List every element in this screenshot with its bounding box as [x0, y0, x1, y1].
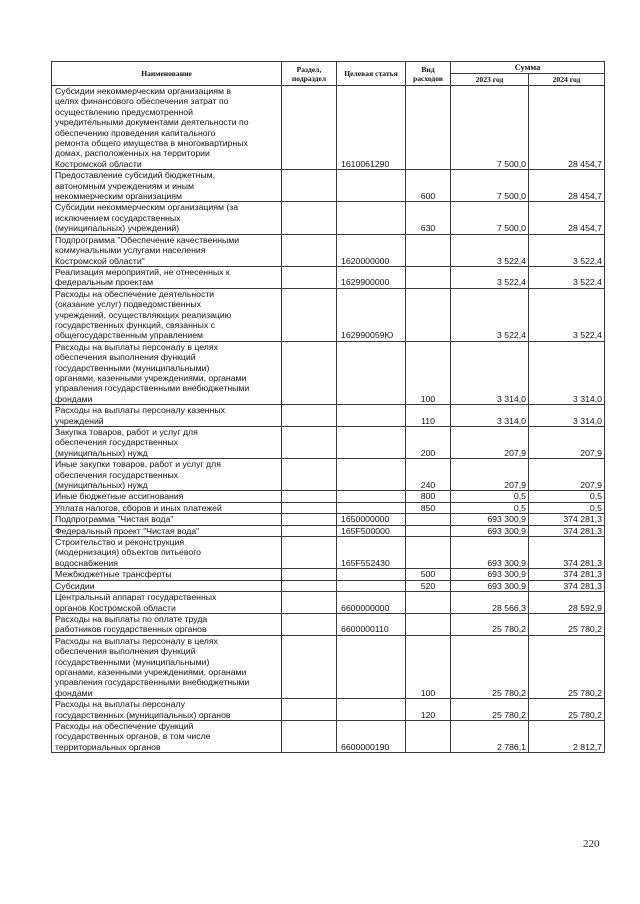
table-row [52, 427, 605, 459]
header-year-2024: 2024 год [529, 74, 605, 86]
row-name-line: обеспечению проведения капитального [55, 127, 216, 138]
row-expense-type-cell [406, 514, 451, 525]
row-name-line: Подпрограмма "Чистая вода" [55, 514, 174, 525]
row-name-line: учредительными документами деятельности по [55, 117, 249, 128]
row-name-line: фондами [55, 393, 93, 404]
row-2023-value: 3 522,4 [451, 266, 529, 288]
row-2023-value: 3 522,4 [451, 234, 529, 266]
row-name-line: Расходы на выплаты персоналу в целях [55, 635, 218, 646]
row-2024-value: 0,5 [529, 491, 605, 502]
row-section-cell [282, 525, 337, 536]
header-target: Целевая статья [337, 62, 406, 86]
row-name-line: Расходы на выплаты по оплате труда [55, 613, 208, 624]
table-row [52, 502, 605, 513]
row-name-line: Субсидии [55, 580, 95, 591]
row-name-line: некоммерческим организациям [55, 191, 182, 202]
row-target-cell: 1610061290 [337, 86, 406, 170]
row-expense-type-cell: 120 [406, 699, 451, 721]
row-expense-type-cell: 500 [406, 569, 451, 580]
row-2024-value: 25 780,2 [529, 613, 605, 635]
row-name-line: (муниципальных) нужд [55, 447, 148, 458]
header-name: Наименование [52, 62, 282, 86]
header-year-2023: 2023 год [451, 74, 529, 86]
row-2024-value: 374 281,3 [529, 514, 605, 525]
row-expense-type-cell [406, 720, 451, 752]
row-expense-type-cell: 100 [406, 341, 451, 404]
row-name-cell [52, 427, 282, 459]
row-name-cell [52, 266, 282, 288]
table-row [52, 288, 605, 341]
row-expense-type-cell [406, 525, 451, 536]
row-name-line: федеральным проектам [55, 277, 154, 288]
table-body [52, 86, 605, 753]
row-name-cell [52, 525, 282, 536]
row-expense-type-cell: 110 [406, 405, 451, 427]
row-target-cell [337, 427, 406, 459]
row-expense-type-cell: 100 [406, 635, 451, 698]
row-section-cell [282, 234, 337, 266]
row-name-line: домах, расположенных на территории [55, 148, 210, 159]
row-name-line: органов Костромской области [55, 602, 176, 613]
row-name-line: Уплата налогов, сборов и иных платежей [55, 502, 222, 513]
row-name-line: Реализация мероприятий, не отнесенных к [55, 266, 230, 277]
row-target-cell: 1629900000 [337, 266, 406, 288]
row-2023-value: 207,9 [451, 459, 529, 491]
row-name-line: (муниципальных) нужд [55, 480, 148, 491]
row-name-line: обеспечения государственных [55, 469, 179, 480]
row-section-cell [282, 86, 337, 170]
table-row [52, 266, 605, 288]
row-name-cell [52, 592, 282, 614]
row-name-line: целях финансового обеспечения затрат по [55, 96, 229, 107]
row-name-line: государственными (муниципальными) [55, 362, 210, 373]
row-2023-value: 693 300,9 [451, 525, 529, 536]
row-name-line: Костромской области" [55, 255, 145, 266]
row-name-line: управления государственными внебюджетными [55, 677, 250, 688]
row-2024-value: 28 592,9 [529, 592, 605, 614]
row-2023-value: 3 314,0 [451, 405, 529, 427]
row-name-cell [52, 234, 282, 266]
row-name-line: Иные закупки товаров, работ и услуг для [55, 459, 221, 470]
row-2024-value: 207,9 [529, 459, 605, 491]
table-row [52, 699, 605, 721]
row-name-line: Расходы на обеспечение деятельности [55, 288, 215, 299]
row-target-cell [337, 580, 406, 591]
header-section: Раздел, подраздел [282, 62, 337, 86]
row-expense-type-cell [406, 537, 451, 569]
row-2024-value: 374 281,3 [529, 525, 605, 536]
row-name-line: Расходы на выплаты персоналу в целях [55, 341, 218, 352]
row-section-cell [282, 720, 337, 752]
header-sum: Сумма [451, 62, 605, 74]
row-name-cell [52, 459, 282, 491]
row-target-cell: 6600000000 [337, 592, 406, 614]
budget-table [51, 61, 605, 753]
row-2024-value: 3 522,4 [529, 266, 605, 288]
row-2024-value: 2 812,7 [529, 720, 605, 752]
row-name-cell [52, 537, 282, 569]
row-name-line: фондами [55, 687, 93, 698]
row-2023-value: 693 300,9 [451, 514, 529, 525]
row-name-line: обеспечения государственных [55, 437, 179, 448]
row-name-line: ремонта общего имущества в многоквартирных [55, 138, 248, 149]
row-name-line: Расходы на выплаты персоналу казенных [55, 405, 225, 416]
row-name-cell [52, 86, 282, 170]
row-name-line: Иные бюджетные ассигнования [55, 491, 184, 502]
row-2023-value: 0,5 [451, 502, 529, 513]
row-2023-value: 3 522,4 [451, 288, 529, 341]
row-section-cell [282, 613, 337, 635]
table-header [52, 62, 605, 86]
row-2024-value: 374 281,3 [529, 569, 605, 580]
row-name-line: коммунальными услугами населения [55, 245, 206, 256]
row-target-cell [337, 202, 406, 234]
row-name-line: водоснабжения [55, 557, 118, 568]
row-section-cell [282, 459, 337, 491]
row-section-cell [282, 266, 337, 288]
row-2024-value: 28 454,7 [529, 202, 605, 234]
row-2024-value: 3 314,0 [529, 405, 605, 427]
row-section-cell [282, 592, 337, 614]
row-name-cell [52, 170, 282, 202]
row-target-cell: 1650000000 [337, 514, 406, 525]
row-name-line: территориальных органов [55, 741, 161, 752]
row-name-line: Субсидии некоммерческим организациям в [55, 86, 231, 96]
table-row [52, 720, 605, 752]
row-expense-type-cell [406, 288, 451, 341]
row-name-line: Подпрограмма "Обеспечение качественными [55, 234, 240, 245]
row-expense-type-cell [406, 266, 451, 288]
row-2024-value: 207,9 [529, 427, 605, 459]
row-name-line: (модернизация) объектов питьевого [55, 547, 202, 558]
row-expense-type-cell: 520 [406, 580, 451, 591]
row-2024-value: 28 454,7 [529, 86, 605, 170]
row-2024-value: 28 454,7 [529, 170, 605, 202]
row-name-line: государственных органов, в том числе [55, 731, 211, 742]
row-name-line: Строительство и реконструкция [55, 537, 185, 548]
row-section-cell [282, 635, 337, 698]
row-target-cell: 6600000190 [337, 720, 406, 752]
row-name-line: государственных функций, связанных с [55, 319, 216, 330]
row-expense-type-cell [406, 592, 451, 614]
table-row [52, 514, 605, 525]
row-name-line: Межбюджетные трансферты [55, 569, 172, 580]
row-name-line: Расходы на обеспечение функций [55, 720, 194, 731]
row-2023-value: 693 300,9 [451, 569, 529, 580]
row-name-line: Предоставление субсидий бюджетным, [55, 170, 216, 181]
row-target-cell [337, 635, 406, 698]
row-section-cell [282, 502, 337, 513]
row-2023-value: 28 566,3 [451, 592, 529, 614]
row-target-cell: 165F552430 [337, 537, 406, 569]
table-row [52, 635, 605, 698]
row-name-cell [52, 569, 282, 580]
row-target-cell: 6600000110 [337, 613, 406, 635]
row-name-cell [52, 288, 282, 341]
row-expense-type-cell [406, 613, 451, 635]
row-name-cell [52, 613, 282, 635]
row-expense-type-cell [406, 86, 451, 170]
row-name-line: (оказание услуг) подведомственных [55, 299, 201, 310]
table-row [52, 525, 605, 536]
row-section-cell [282, 491, 337, 502]
row-section-cell [282, 699, 337, 721]
row-target-cell: 162990059Ю [337, 288, 406, 341]
row-section-cell [282, 202, 337, 234]
row-name-line: исключением государственных [55, 212, 181, 223]
page-number: 220 [583, 838, 600, 850]
header-expense-type: Вид расходов [406, 62, 451, 86]
row-target-cell [337, 459, 406, 491]
row-name-line: государственными (муниципальными) [55, 656, 210, 667]
row-target-cell [337, 502, 406, 513]
row-name-line: автономным учреждениям и иным [55, 180, 195, 191]
row-target-cell: 165F500000 [337, 525, 406, 536]
row-2023-value: 7 500,0 [451, 170, 529, 202]
row-2023-value: 25 780,2 [451, 635, 529, 698]
table-row [52, 170, 605, 202]
table-row [52, 592, 605, 614]
row-name-line: (муниципальных) учреждений) [55, 223, 180, 234]
row-name-line: Костромской области [55, 158, 142, 169]
row-name-line: Расходы на выплаты персоналу [55, 699, 185, 710]
row-target-cell [337, 569, 406, 580]
row-section-cell [282, 514, 337, 525]
row-2023-value: 25 780,2 [451, 699, 529, 721]
row-name-cell [52, 341, 282, 404]
row-section-cell [282, 405, 337, 427]
row-section-cell [282, 537, 337, 569]
row-expense-type-cell: 600 [406, 170, 451, 202]
row-expense-type-cell: 800 [406, 491, 451, 502]
table-row [52, 234, 605, 266]
row-name-line: Центральный аппарат государственных [55, 592, 217, 603]
row-expense-type-cell [406, 234, 451, 266]
row-name-cell [52, 635, 282, 698]
row-2023-value: 2 786,1 [451, 720, 529, 752]
row-2023-value: 0,5 [451, 491, 529, 502]
row-2024-value: 3 522,4 [529, 288, 605, 341]
table-row [52, 491, 605, 502]
row-name-line: органами, казенными учреждениями, органами [55, 666, 247, 677]
row-section-cell [282, 288, 337, 341]
row-2023-value: 25 780,2 [451, 613, 529, 635]
row-name-cell [52, 491, 282, 502]
row-name-cell [52, 202, 282, 234]
table-row [52, 405, 605, 427]
row-expense-type-cell: 200 [406, 427, 451, 459]
row-2024-value: 3 522,4 [529, 234, 605, 266]
row-2024-value: 374 281,3 [529, 537, 605, 569]
row-2023-value: 207,9 [451, 427, 529, 459]
row-name-line: управления государственными внебюджетными [55, 383, 250, 394]
row-target-cell [337, 491, 406, 502]
row-name-line: органами, казенными учреждениями, органами [55, 372, 247, 383]
row-target-cell [337, 170, 406, 202]
row-name-cell [52, 502, 282, 513]
row-name-line: обеспечения выполнения функций [55, 646, 196, 657]
table-row [52, 580, 605, 591]
row-name-line: учреждений, осуществляющих реализацию [55, 309, 232, 320]
table-row [52, 341, 605, 404]
row-section-cell [282, 341, 337, 404]
row-section-cell [282, 569, 337, 580]
row-expense-type-cell: 240 [406, 459, 451, 491]
row-name-line: Субсидии некоммерческим организациям (за [55, 202, 239, 213]
row-2023-value: 7 500,0 [451, 86, 529, 170]
table-row [52, 202, 605, 234]
row-name-line: Федеральный проект "Чистая вода" [55, 525, 200, 536]
row-2024-value: 25 780,2 [529, 699, 605, 721]
row-section-cell [282, 580, 337, 591]
table-row [52, 459, 605, 491]
row-name-line: осуществлению предусмотренной [55, 106, 193, 117]
row-2023-value: 7 500,0 [451, 202, 529, 234]
table-row [52, 86, 605, 170]
row-expense-type-cell: 850 [406, 502, 451, 513]
row-name-line: учреждений [55, 415, 104, 426]
row-name-line: государственных (муниципальных) органов [55, 709, 231, 720]
table-row [52, 569, 605, 580]
row-name-line: обеспечения выполнения функций [55, 352, 196, 363]
table-row [52, 613, 605, 635]
row-2023-value: 3 314,0 [451, 341, 529, 404]
row-target-cell: 1620000000 [337, 234, 406, 266]
row-2024-value: 374 281,3 [529, 580, 605, 591]
row-target-cell [337, 405, 406, 427]
row-target-cell [337, 699, 406, 721]
row-section-cell [282, 427, 337, 459]
row-name-line: работников государственных органов [55, 624, 207, 635]
row-name-cell [52, 405, 282, 427]
row-name-cell [52, 699, 282, 721]
row-section-cell [282, 170, 337, 202]
row-name-line: общегосударственным управлением [55, 330, 204, 341]
row-name-cell [52, 514, 282, 525]
row-2023-value: 693 300,9 [451, 580, 529, 591]
row-2024-value: 3 314,0 [529, 341, 605, 404]
row-2023-value: 693 300,9 [451, 537, 529, 569]
row-name-cell [52, 580, 282, 591]
row-expense-type-cell: 630 [406, 202, 451, 234]
row-name-line: Закупка товаров, работ и услуг для [55, 427, 198, 437]
row-2024-value: 0,5 [529, 502, 605, 513]
table-row [52, 537, 605, 569]
row-name-cell [52, 720, 282, 752]
row-target-cell [337, 341, 406, 404]
row-2024-value: 25 780,2 [529, 635, 605, 698]
